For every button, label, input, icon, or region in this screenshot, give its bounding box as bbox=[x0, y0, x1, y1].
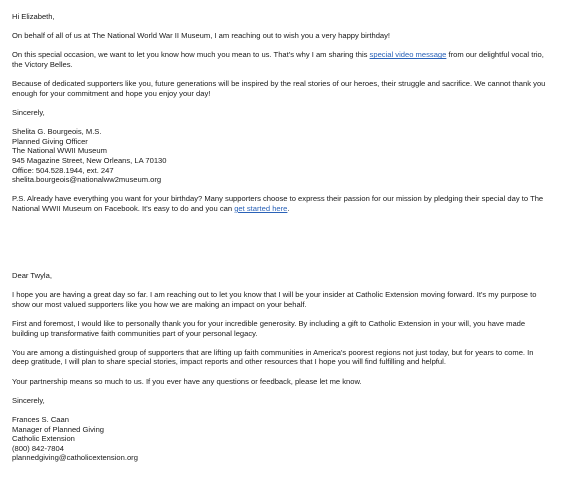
paragraph: On behalf of all of us at The National World War II Museum, I am reaching out to wish you a very happy birthday! bbox=[12, 31, 391, 41]
signature-name: Frances S. Caan bbox=[12, 414, 69, 424]
greeting: Dear Twyla, bbox=[12, 271, 52, 281]
email-document bbox=[12, 12, 552, 463]
signature-title: Manager of Planned Giving bbox=[12, 424, 105, 434]
special-video-message-link[interactable]: special video message bbox=[369, 50, 447, 60]
paragraph: You are among a distinguished group of supporters that are lifting up faith communities in America's poorest regions not just today, but for years to come. In deep gratitude, I will plan to share special stories, impact reports and other resources that I hope you will find fulfilling and helpful. bbox=[12, 347, 534, 367]
signature-org: The National WWII Museum bbox=[12, 146, 107, 156]
signature-office: Office: 504.528.1944, ext. 247 bbox=[12, 165, 114, 175]
letter-separator bbox=[12, 223, 552, 271]
text: P.S. Already have everything you want for your birthday? Many supporters choose to express their passion for our mission by pledging their special day to The National WWII Museum on Facebook. It's easy to do and you can bbox=[12, 194, 544, 213]
paragraph bbox=[12, 50, 552, 69]
text: . bbox=[287, 203, 290, 213]
signature-phone: (800) 842-7804 bbox=[12, 443, 64, 453]
signature-email: shelita.bourgeois@nationalww2museum.org bbox=[12, 175, 162, 185]
letter-birthday bbox=[12, 12, 552, 213]
paragraph: Your partnership means so much to us. If you ever have any questions or feedback, please let me know. bbox=[12, 376, 362, 386]
text: from our delightful vocal trio, the Victory Belles. bbox=[12, 50, 544, 69]
greeting: Hi Elizabeth, bbox=[12, 12, 55, 21]
paragraph: First and foremost, I would like to personally thank you for your incredible generosity. By including a gift to Catholic Extension in your will, you have made building up transformative faith communities part of your personal legacy. bbox=[12, 319, 526, 338]
postscript bbox=[12, 194, 552, 213]
closing: Sincerely, bbox=[12, 107, 45, 117]
closing: Sincerely, bbox=[12, 395, 45, 405]
signature-block bbox=[12, 415, 552, 463]
signature-block bbox=[12, 127, 552, 185]
signature-name: Shelita G. Bourgeois, M.S. bbox=[12, 127, 102, 137]
signature-title: Planned Giving Officer bbox=[12, 136, 88, 146]
get-started-link[interactable]: get started here bbox=[234, 203, 288, 213]
signature-email: plannedgiving@catholicextension.org bbox=[12, 453, 138, 463]
signature-address: 945 Magazine Street, New Orleans, LA 70130 bbox=[12, 155, 167, 165]
letter-insider bbox=[12, 271, 552, 463]
text: On this special occasion, we want to let you know how much you mean to us. That's why I am sharing this bbox=[12, 50, 370, 60]
paragraph: I hope you are having a great day so far. I am reaching out to let you know that I will be your insider at Catholic Extension moving forward. It's my purpose to show our most valued supporters like you how we are making an impact on your behalf. bbox=[12, 290, 537, 309]
signature-org: Catholic Extension bbox=[12, 434, 75, 444]
paragraph: Because of dedicated supporters like you, future generations will be inspired by the real stories of our heroes, their struggle and sacrifice. We cannot thank you enough for your commitment and hope you enjoy your day! bbox=[12, 79, 546, 98]
